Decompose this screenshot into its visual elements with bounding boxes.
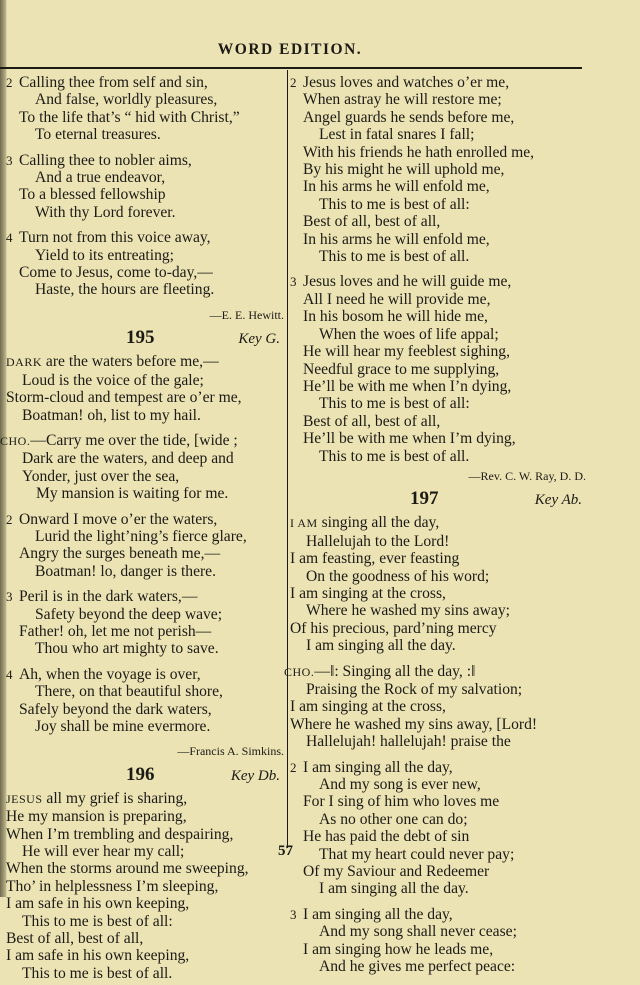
hymn-number: 197 xyxy=(410,488,439,510)
verse-text: This to me is best of all: xyxy=(22,912,173,930)
verse-line xyxy=(290,161,586,178)
verse-text: Of his precious, pard’ning mercy xyxy=(290,619,497,637)
chorus-label: CHO. xyxy=(0,433,31,448)
verse-text: Father! oh, let me not perish— xyxy=(19,622,212,640)
verse-text: Hallelujah! hallelujah! praise the xyxy=(306,733,511,751)
verse-text: And false, worldly pleasures, xyxy=(35,91,218,109)
verse-line xyxy=(290,550,586,567)
verse-line xyxy=(290,568,586,585)
verse-text: Praising the Rock of my salvation; xyxy=(306,681,523,698)
stanza xyxy=(290,74,586,265)
hymn-194-continuation xyxy=(6,74,284,299)
verse-text: I am singing at the cross, xyxy=(290,584,446,602)
verse-text: Lurid the light’ning’s fierce glare, xyxy=(35,527,247,545)
verse-line xyxy=(6,790,284,808)
hymn-196-heading xyxy=(6,763,284,788)
stanza-number: 4 xyxy=(6,230,13,246)
verse-line xyxy=(290,958,586,975)
verse-line xyxy=(6,247,284,264)
verse-text: On the goodness of his word; xyxy=(306,567,490,585)
verse-text: Jesus loves and watches o’er me, xyxy=(303,74,510,91)
verse-line xyxy=(6,895,284,912)
hymn-197-heading xyxy=(290,490,586,512)
verse-text: all my grief is sharing, xyxy=(46,789,188,807)
verse-line xyxy=(290,395,586,412)
verse-line xyxy=(290,514,586,532)
stanza xyxy=(6,790,284,982)
verse-line xyxy=(6,74,284,91)
verse-text: He’ll be with me when I’n dying, xyxy=(303,377,512,395)
stanza-number: 2 xyxy=(6,511,13,527)
verse-text: I am safe in his own keeping, xyxy=(6,895,190,913)
verse-text: Calling thee from self and sin, xyxy=(19,74,208,91)
verse-line xyxy=(290,448,586,465)
verse-text: Angry the surges beneath me,— xyxy=(19,545,221,563)
first-word: I AM xyxy=(290,516,318,531)
stanza xyxy=(290,273,586,464)
stanza xyxy=(6,353,284,424)
verse-text: I am feasting, ever feasting xyxy=(290,550,460,568)
verse-line xyxy=(290,213,586,230)
verse-text: He my mansion is preparing, xyxy=(6,808,187,826)
verse-line xyxy=(290,828,586,845)
verse-text: Angel guards he sends before me, xyxy=(303,108,515,126)
verse-text: There, on that beautiful shore, xyxy=(35,683,223,701)
chorus-label: CHO. xyxy=(284,664,315,679)
verse-line xyxy=(290,793,586,810)
verse-line xyxy=(6,450,284,467)
verse-line xyxy=(6,186,284,203)
verse-text: I am singing all the day, xyxy=(303,758,453,776)
verse-text: I am singing all the day. xyxy=(306,637,456,655)
verse-line xyxy=(290,91,586,108)
page-number: 57 xyxy=(278,843,293,859)
verse-text: When astray he will restore me; xyxy=(303,91,502,109)
verse-text: I am singing at the cross, xyxy=(290,698,446,716)
verse-text: Yield to its entreating; xyxy=(35,246,175,264)
verse-line xyxy=(290,308,586,325)
hymn-195-attribution: —Francis A. Simkins. xyxy=(177,744,284,759)
verse-text: That my heart could never pay; xyxy=(319,845,515,863)
verse-line xyxy=(6,281,284,298)
verse-text: Calling thee to nobler aims, xyxy=(19,151,192,169)
column-divider xyxy=(287,70,288,848)
verse-text: Boatman! lo, danger is there. xyxy=(35,562,217,580)
verse-text: singing all the day, xyxy=(321,514,440,532)
stanza-number: 3 xyxy=(6,589,13,605)
verse-text: Peril is in the dark waters,— xyxy=(19,588,198,606)
stanza-number: 2 xyxy=(290,75,297,90)
stanza-number: 3 xyxy=(290,274,297,290)
verse-line xyxy=(6,109,284,126)
stanza-number: 2 xyxy=(6,75,13,90)
verse-text: With thy Lord forever. xyxy=(35,203,176,221)
hymn-196-body xyxy=(6,790,284,982)
verse-line xyxy=(290,343,586,360)
verse-line xyxy=(290,413,586,430)
verse-line xyxy=(6,965,284,982)
verse-line xyxy=(6,808,284,825)
verse-text: are the waters before me,— xyxy=(45,353,219,371)
verse-line xyxy=(290,326,586,343)
verse-line xyxy=(6,701,284,718)
stanza xyxy=(6,666,284,736)
verse-text: Yonder, just over the sea, xyxy=(22,467,180,485)
verse-text: —‖: Singing all the day, :‖ xyxy=(314,662,476,680)
verse-text: I am safe in his own keeping, xyxy=(6,947,190,965)
stanza xyxy=(290,759,586,898)
verse-text: Joy shall be mine evermore. xyxy=(35,718,211,735)
hymn-key: Key Ab. xyxy=(534,492,582,509)
verse-line xyxy=(6,826,284,843)
verse-text: Safely beyond the dark waters, xyxy=(19,700,212,718)
verse-line xyxy=(290,196,586,213)
verse-line xyxy=(6,229,284,246)
stanza-number: 4 xyxy=(6,666,13,682)
verse-text: Needful grace to me supplying, xyxy=(303,360,500,378)
verse-line xyxy=(290,109,586,126)
verse-line xyxy=(290,533,586,550)
verse-line xyxy=(6,913,284,930)
verse-text: Hallelujah to the Lord! xyxy=(306,532,450,550)
verse-text: Safety beyond the deep wave; xyxy=(35,605,223,623)
verse-text: All I need he will provide me, xyxy=(303,290,491,308)
header-rule xyxy=(0,67,582,69)
verse-line xyxy=(6,468,284,485)
verse-text: Loud is the voice of the gale; xyxy=(22,371,204,389)
verse-line xyxy=(6,718,284,735)
verse-text: Storm-cloud and tempest are o’er me, xyxy=(6,389,242,407)
verse-text: Best of all, best of all, xyxy=(303,412,441,430)
verse-text: Dark are the waters, and deep and xyxy=(22,450,234,468)
verse-line xyxy=(6,930,284,947)
verse-line xyxy=(290,863,586,880)
verse-text: In his arms he will enfold me, xyxy=(303,230,490,248)
verse-text: Tho’ in helplessness I’m sleeping, xyxy=(6,877,219,895)
verse-text: Lest in fatal snares I fall; xyxy=(319,126,475,144)
verse-line xyxy=(290,759,586,776)
verse-line xyxy=(6,666,284,683)
verse-line xyxy=(290,698,586,715)
verse-line xyxy=(6,372,284,389)
verse-line xyxy=(6,511,284,528)
verse-text: When I’m trembling and despairing, xyxy=(6,825,234,843)
stanza-number: 3 xyxy=(6,152,13,168)
stanza xyxy=(6,588,284,658)
chorus xyxy=(0,431,284,503)
verse-line xyxy=(290,178,586,195)
verse-line xyxy=(290,291,586,308)
stanza xyxy=(6,74,284,144)
verse-text: To the life that’s “ hid with Christ,” xyxy=(19,108,240,126)
verse-line xyxy=(290,273,586,290)
verse-line xyxy=(290,378,586,395)
verse-line xyxy=(290,144,586,161)
verse-text: And he gives me perfect peace: xyxy=(319,958,516,976)
verse-text: Turn not from this voice away, xyxy=(19,229,211,247)
verse-line xyxy=(6,606,284,623)
verse-line xyxy=(6,264,284,281)
stanza xyxy=(6,152,284,222)
verse-line xyxy=(6,623,284,640)
verse-text: Come to Jesus, come to-day,— xyxy=(19,264,213,282)
verse-text: As no other one can do; xyxy=(319,810,468,828)
verse-line xyxy=(6,843,284,860)
verse-line xyxy=(290,733,586,750)
hymn-key: Key Db. xyxy=(230,767,280,784)
verse-line xyxy=(6,389,284,406)
chorus xyxy=(284,662,586,751)
verse-text: He’ll be with me when I’m dying, xyxy=(303,430,516,448)
verse-line xyxy=(0,432,284,450)
left-column xyxy=(0,74,284,985)
verse-text: He has paid the debt of sin xyxy=(303,828,470,846)
verse-line xyxy=(290,906,586,923)
verse-text: For I sing of him who loves me xyxy=(303,793,500,811)
verse-line xyxy=(6,91,284,108)
hymn-195-heading xyxy=(6,329,284,351)
verse-text: Thou who art mighty to save. xyxy=(35,640,219,658)
verse-line xyxy=(290,585,586,602)
verse-text: When the storms around me sweeping, xyxy=(6,860,249,878)
verse-line xyxy=(290,248,586,265)
verse-text: Onward I move o’er the waters, xyxy=(19,510,218,528)
stanza xyxy=(290,906,586,976)
verse-line xyxy=(290,846,586,863)
first-word: DARK xyxy=(6,355,43,370)
verse-line xyxy=(6,528,284,545)
verse-text: Jesus loves and he will guide me, xyxy=(303,273,512,291)
verse-line xyxy=(6,485,284,502)
verse-line xyxy=(6,878,284,895)
verse-line xyxy=(6,353,284,371)
verse-text: Of my Saviour and Redeemer xyxy=(303,863,490,881)
verse-line xyxy=(290,880,586,897)
verse-line xyxy=(6,947,284,964)
verse-line xyxy=(290,811,586,828)
hymn-194-attribution: —E. E. Hewitt. xyxy=(209,307,284,322)
verse-text: I am singing all the day. xyxy=(319,880,469,898)
verse-line xyxy=(6,545,284,562)
verse-text: Haste, the hours are fleeting. xyxy=(35,281,215,299)
verse-text: And my song is ever new, xyxy=(319,776,481,794)
stanza xyxy=(6,229,284,299)
verse-line xyxy=(6,204,284,221)
verse-text: Ah, when the voyage is over, xyxy=(19,665,201,683)
verse-text: This to me is best of all: xyxy=(319,395,470,413)
verse-line xyxy=(6,169,284,186)
hymn-number: 195 xyxy=(126,327,155,349)
verse-text: And a true endeavor, xyxy=(35,169,166,187)
verse-line xyxy=(290,637,586,654)
verse-text: To eternal treasures. xyxy=(35,126,161,144)
verse-line xyxy=(290,941,586,958)
running-header: WORD EDITION. xyxy=(217,41,363,58)
verse-line xyxy=(290,776,586,793)
hymn-196-continuation xyxy=(290,74,586,465)
verse-line xyxy=(290,126,586,143)
verse-line xyxy=(6,640,284,657)
hymn-number: 196 xyxy=(126,763,155,785)
verse-text: By his might he will uphold me, xyxy=(303,161,505,179)
verse-text: Boatman! oh, list to my hail. xyxy=(22,406,201,424)
verse-text: This to me is best of all: xyxy=(319,195,470,213)
verse-text: I am singing all the day, xyxy=(303,905,453,923)
stanza-number: 2 xyxy=(290,759,297,775)
verse-text: My mansion is waiting for me. xyxy=(36,485,229,503)
verse-line xyxy=(6,126,284,143)
verse-line xyxy=(6,152,284,169)
verse-text: —Carry me over the tide, [wide ; xyxy=(30,431,238,449)
verse-text: He will ever hear my call; xyxy=(22,843,185,861)
verse-line xyxy=(290,681,586,698)
verse-line xyxy=(6,860,284,877)
verse-line xyxy=(290,430,586,447)
verse-text: With his friends he hath enrolled me, xyxy=(303,143,535,161)
first-word: JESUS xyxy=(6,791,43,806)
hymn-195-body xyxy=(0,353,284,735)
stanza-number: 3 xyxy=(290,906,297,922)
verse-text: Best of all, best of all, xyxy=(6,930,144,948)
hymn-key: Key G. xyxy=(238,331,280,348)
verse-line xyxy=(290,923,586,940)
hymn-196-attribution: —Rev. C. W. Ray, D. D. xyxy=(468,468,586,483)
verse-text: In his arms he will enfold me, xyxy=(303,178,490,196)
verse-text: This to me is best of all. xyxy=(319,447,470,465)
verse-text: Where he washed my sins away, [Lord! xyxy=(290,715,538,733)
verse-line xyxy=(290,716,586,733)
verse-line xyxy=(290,231,586,248)
verse-line xyxy=(6,563,284,580)
verse-line xyxy=(284,663,586,681)
verse-text: When the woes of life appal; xyxy=(319,325,499,343)
verse-text: In his bosom he will hide me, xyxy=(303,308,488,326)
verse-text: Best of all, best of all, xyxy=(303,213,441,231)
verse-line xyxy=(290,361,586,378)
verse-line xyxy=(6,683,284,700)
verse-line xyxy=(6,407,284,424)
stanza xyxy=(6,511,284,581)
verse-text: He will hear my feeblest sighing, xyxy=(303,343,510,361)
verse-text: To a blessed fellowship xyxy=(19,186,166,204)
verse-line xyxy=(290,74,586,91)
verse-text: This to me is best of all. xyxy=(319,248,470,266)
verse-line xyxy=(6,588,284,605)
verse-text: I am singing how he leads me, xyxy=(303,940,494,958)
verse-text: And my song shall never cease; xyxy=(319,923,517,941)
verse-text: This to me is best of all. xyxy=(22,964,173,982)
verse-line xyxy=(290,620,586,637)
verse-line xyxy=(290,602,586,619)
verse-text: Where he washed my sins away; xyxy=(306,602,510,620)
stanza xyxy=(290,514,586,654)
